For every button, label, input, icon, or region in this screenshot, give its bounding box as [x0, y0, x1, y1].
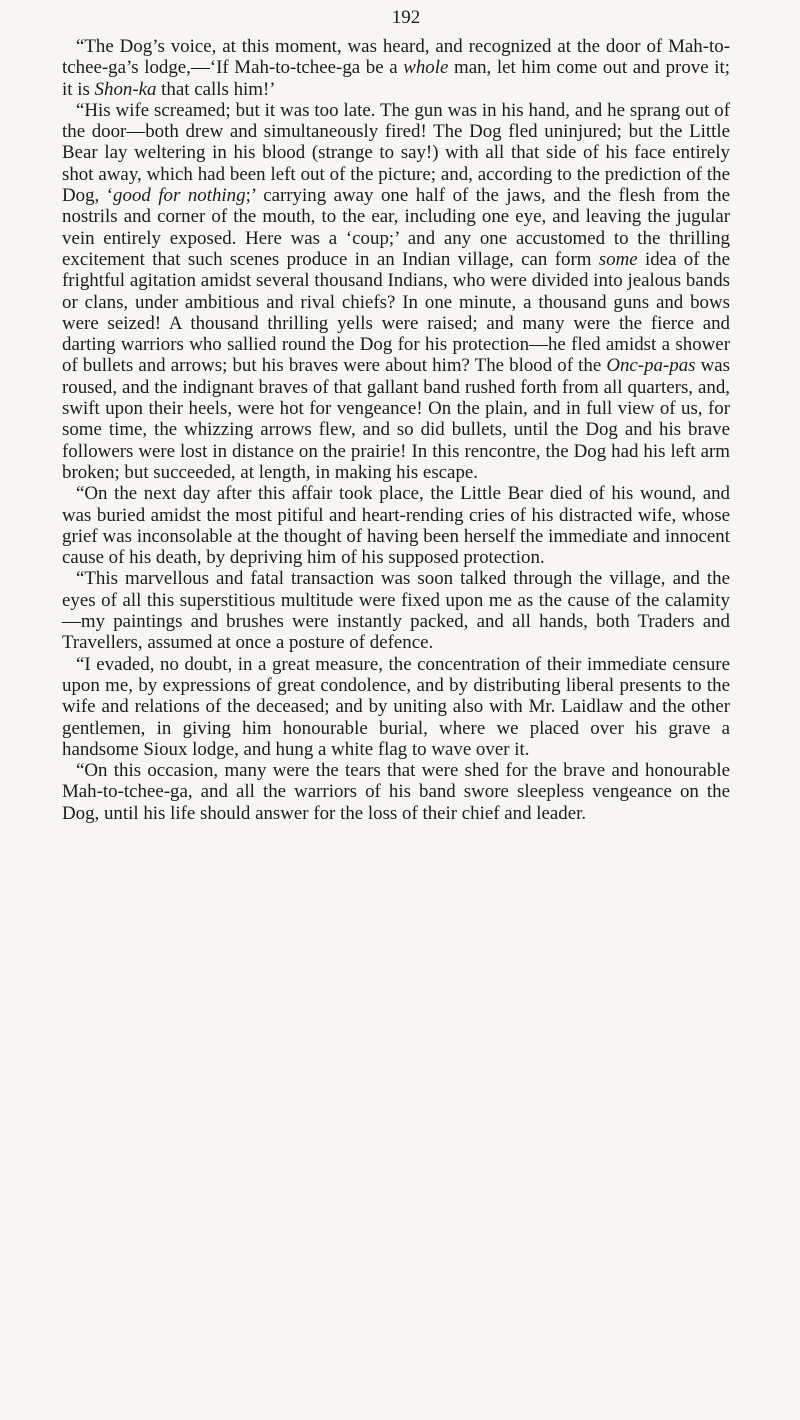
italic-text: good for nothing	[113, 185, 246, 207]
italic-text: some	[598, 248, 638, 270]
text-run: “The Dog’s voice, at this moment, was heard, and recognized at the door of Mah-to-tchee-ga’s lodge,—‘If Mah-to-tchee-ga be a	[62, 36, 730, 79]
text-run: man, let him come out and prove it; it is	[62, 57, 730, 100]
paragraph	[62, 568, 730, 653]
text-run: “On this occasion, many were the tears that were shed for the brave and honourable Mah-to-tchee-ga, and all the warriors of his band swore sleepless vengeance on the Dog, until his life should answer for the loss of their chief and leader.	[62, 760, 730, 824]
text-run: idea of the frightful agitation amidst several thousand Indians, who were divided into jealous bands or clans, under ambitious and rival chiefs? In one minute, a thousand guns and bows were seized! A thousand thrilling yells were raised; and many were the fierce and darting warriors who sallied round the Dog for his protection—he fled amidst a shower of bullets and arrows; but his braves were about him? The blood of the	[62, 248, 730, 377]
paragraph	[62, 100, 730, 483]
body-text	[62, 36, 730, 824]
italic-text: Onc-pa-pas	[606, 355, 696, 377]
paragraph	[62, 483, 730, 568]
paragraph	[62, 654, 730, 760]
text-run: ;’ carrying away one half of the jaws, and the flesh from the nostrils and corner of the mouth, to the ear, including one eye, and leaving the jugular vein entirely exposed. Here was a ‘coup;’ and any one accustomed to the thrilling excitement that such scenes produce in an Indian village, can form	[62, 185, 731, 270]
text-run: was roused, and the indignant braves of that gallant band rushed forth from all quarters, and, swift upon their heels, were hot for vengeance! On the plain, and in full view of us, for some time, the whizzing arrows flew, and so did bullets, until the Dog and his brave followers were lost in distance on the prairie! In this rencontre, the Dog had his left arm broken; but succeeded, at length, in making his escape.	[62, 355, 730, 483]
page-number: 192	[391, 7, 421, 28]
paragraph	[62, 36, 730, 100]
text-run: that calls him!’	[156, 78, 276, 100]
text-run: “His wife screamed; but it was too late. The gun was in his hand, and he sprang out of the door—both drew and simultaneously fired! The Dog fled uninjured; but the Little Bear lay weltering in his blood (strange to say!) with all that side of his face entirely shot away, which had been left out of the picture; and, according to the prediction of the Dog, ‘	[62, 99, 730, 207]
text-run: “I evaded, no doubt, in a great measure, the concentration of their immediate censure upon me, by expressions of great condolence, and by distributing liberal presents to the wife and relations of the deceased; and by uniting also with Mr. Laidlaw and the other gentlemen, in giving him honourable burial, where we placed over his grave a handsome Sioux lodge, and hung a white flag to wave over it.	[62, 653, 730, 760]
paragraph	[62, 760, 730, 824]
text-run: “On the next day after this affair took place, the Little Bear died of his wound, and was buried amidst the most pitiful and heart-rending cries of his distracted wife, whose grief was inconsolable at the thought of having been herself the immediate and innocent cause of his death, by depriving him of his supposed protection.	[62, 483, 730, 569]
italic-text: Shon-ka	[94, 78, 157, 100]
italic-text: whole	[403, 57, 449, 79]
text-run: “This marvellous and fatal transaction was soon talked through the village, and the eyes of all this superstitious multitude were fixed upon me as the cause of the calamity—my paintings and brushes were instantly packed, and all hands, both Traders and Travellers, assumed at once a posture of defence.	[62, 568, 730, 654]
